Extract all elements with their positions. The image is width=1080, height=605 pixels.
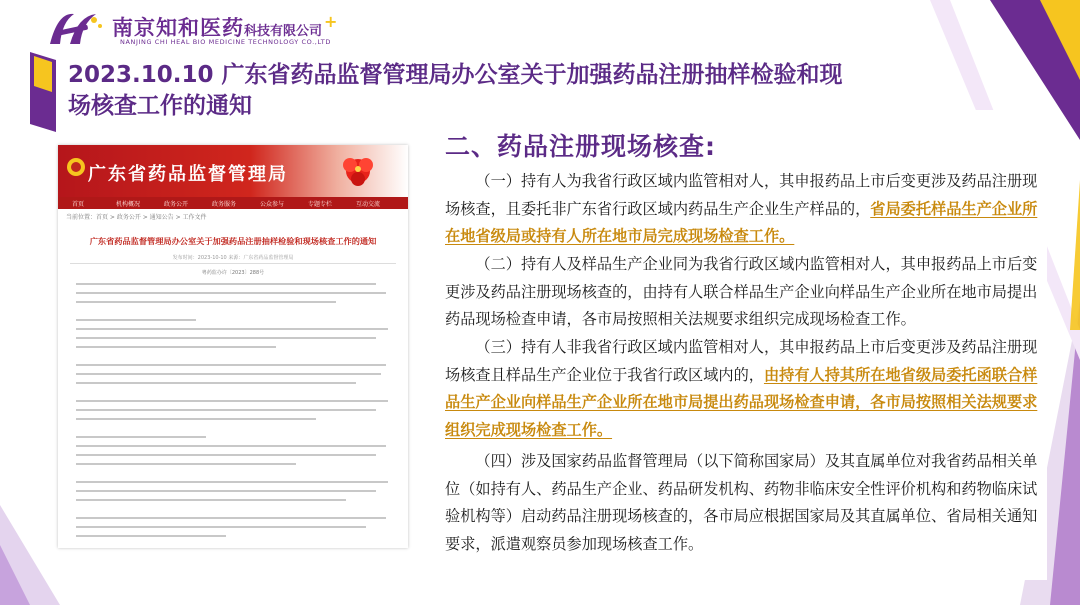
flower-icon — [328, 149, 388, 195]
paragraph-4 — [445, 448, 1043, 558]
doc-text-line — [76, 526, 366, 528]
paragraph-2 — [445, 251, 1043, 334]
doc-nav-item[interactable]: 机构概况 — [116, 201, 141, 208]
doc-text-line — [76, 436, 206, 438]
doc-nav-item[interactable]: 专题专栏 — [308, 201, 333, 208]
doc-text-line — [76, 301, 336, 303]
doc-text-line — [76, 499, 346, 501]
doc-text-line — [76, 382, 356, 384]
logo-plus-icon: + — [324, 12, 339, 31]
paragraph-text: （四）涉及国家药品监督管理局（以下简称国家局）及其直属单位对我省药品相关单位（如持有人、药品生产企业、药品研发机构、药物非临床安全性评价机构和药物临床试验机构等）启动药品注册现场核查的，各市局应根据国家局及其直属单位、省局相关通知要求，派遣观察员参加现场核查工作。 — [445, 452, 1038, 553]
doc-breadcrumb: 当前位置：首页 > 政务公开 > 通知公告 > 工作文件 — [66, 214, 207, 221]
paragraph-3 — [445, 334, 1043, 444]
emblem-icon — [66, 157, 86, 177]
doc-text-line — [76, 364, 386, 366]
page-title: 2023.10.10 广东省药品监督管理局办公室关于加强药品注册抽样检验和现场核查工作的通知 — [68, 62, 843, 119]
doc-nav-item[interactable]: 政务服务 — [212, 201, 237, 208]
doc-text-line — [76, 409, 376, 411]
logo-mark-icon — [44, 8, 106, 50]
doc-text-line — [76, 445, 386, 447]
doc-text-line — [76, 400, 388, 402]
section-heading: 二、药品注册现场核查: — [445, 132, 716, 161]
company-logo — [44, 8, 354, 50]
doc-nav-item[interactable]: 政务公开 — [164, 201, 189, 208]
doc-text-line — [76, 337, 376, 339]
doc-number: 粤药监办许〔2023〕288号 — [201, 270, 265, 276]
doc-text-line — [76, 373, 381, 375]
doc-banner-title: 广东省药品监督管理局 — [88, 164, 288, 185]
logo-english-name: NANJING CHI HEAL BIO MEDICINE TECHNOLOGY CO.,LTD — [120, 38, 331, 46]
logo-chinese-name: 南京知和医药科技有限公司+ — [112, 12, 339, 40]
doc-text-line — [76, 319, 196, 321]
doc-meta: 发布时间：2023-10-10 来源：广东省药品监督管理局 — [172, 255, 294, 261]
doc-text-line — [76, 328, 388, 330]
doc-text-line — [76, 292, 386, 294]
paragraph-text: （二）持有人及样品生产企业同为我省行政区域内监管相对人，其申报药品上市后变更涉及药品注册现场核查的，由持有人联合样品生产企业向样品生产企业所在地市局提出药品现场检查申请，各市局按照相关法规要求组织完成现场检查工作。 — [445, 255, 1038, 328]
doc-heading: 广东省药品监督管理局办公室关于加强药品注册抽样检验和现场核查工作的通知 — [89, 236, 377, 246]
highlighted-text: 由持有人持其所在地省级局委托函联合样品生产企业向样品生产企业所在地市局提出药品现场检查申请，各市局按照相关法规要求组织完成现场检查工作。 — [445, 365, 1038, 439]
doc-text-line — [76, 283, 376, 285]
doc-text-line — [76, 454, 376, 456]
highlighted-text: 省局委托样品生产企业所在地省级局或持有人所在地市局完成现场检查工作。 — [445, 199, 1038, 245]
doc-text-line — [76, 490, 376, 492]
doc-text-line — [76, 418, 316, 420]
doc-nav-item[interactable]: 首页 — [72, 201, 85, 208]
doc-text-line — [76, 481, 388, 483]
doc-divider — [70, 263, 396, 264]
logo-chinese-suffix: 科技有限公司 — [244, 24, 323, 39]
paragraph-text: （三）持有人非我省行政区域内监管相对人，其申报药品上市后变更涉及药品注册现场核查且样品生产企业位于我省行政区域内的， — [445, 338, 1038, 384]
document-screenshot — [58, 145, 408, 548]
doc-text-line — [76, 346, 276, 348]
doc-text-line — [76, 463, 296, 465]
doc-banner — [58, 145, 408, 197]
doc-nav-item[interactable]: 公众参与 — [260, 201, 285, 208]
doc-nav-bar — [58, 197, 408, 209]
doc-text-line — [76, 535, 226, 537]
title-accent-bar — [30, 52, 56, 132]
paragraph-1 — [445, 168, 1043, 251]
paragraph-text: （一）持有人为我省行政区域内监管相对人，其申报药品上市后变更涉及药品注册现场核查，且委托非广东省行政区域内药品生产企业生产样品的， — [445, 172, 1038, 218]
doc-nav-item[interactable]: 互动交流 — [356, 201, 381, 208]
doc-text-line — [76, 517, 386, 519]
